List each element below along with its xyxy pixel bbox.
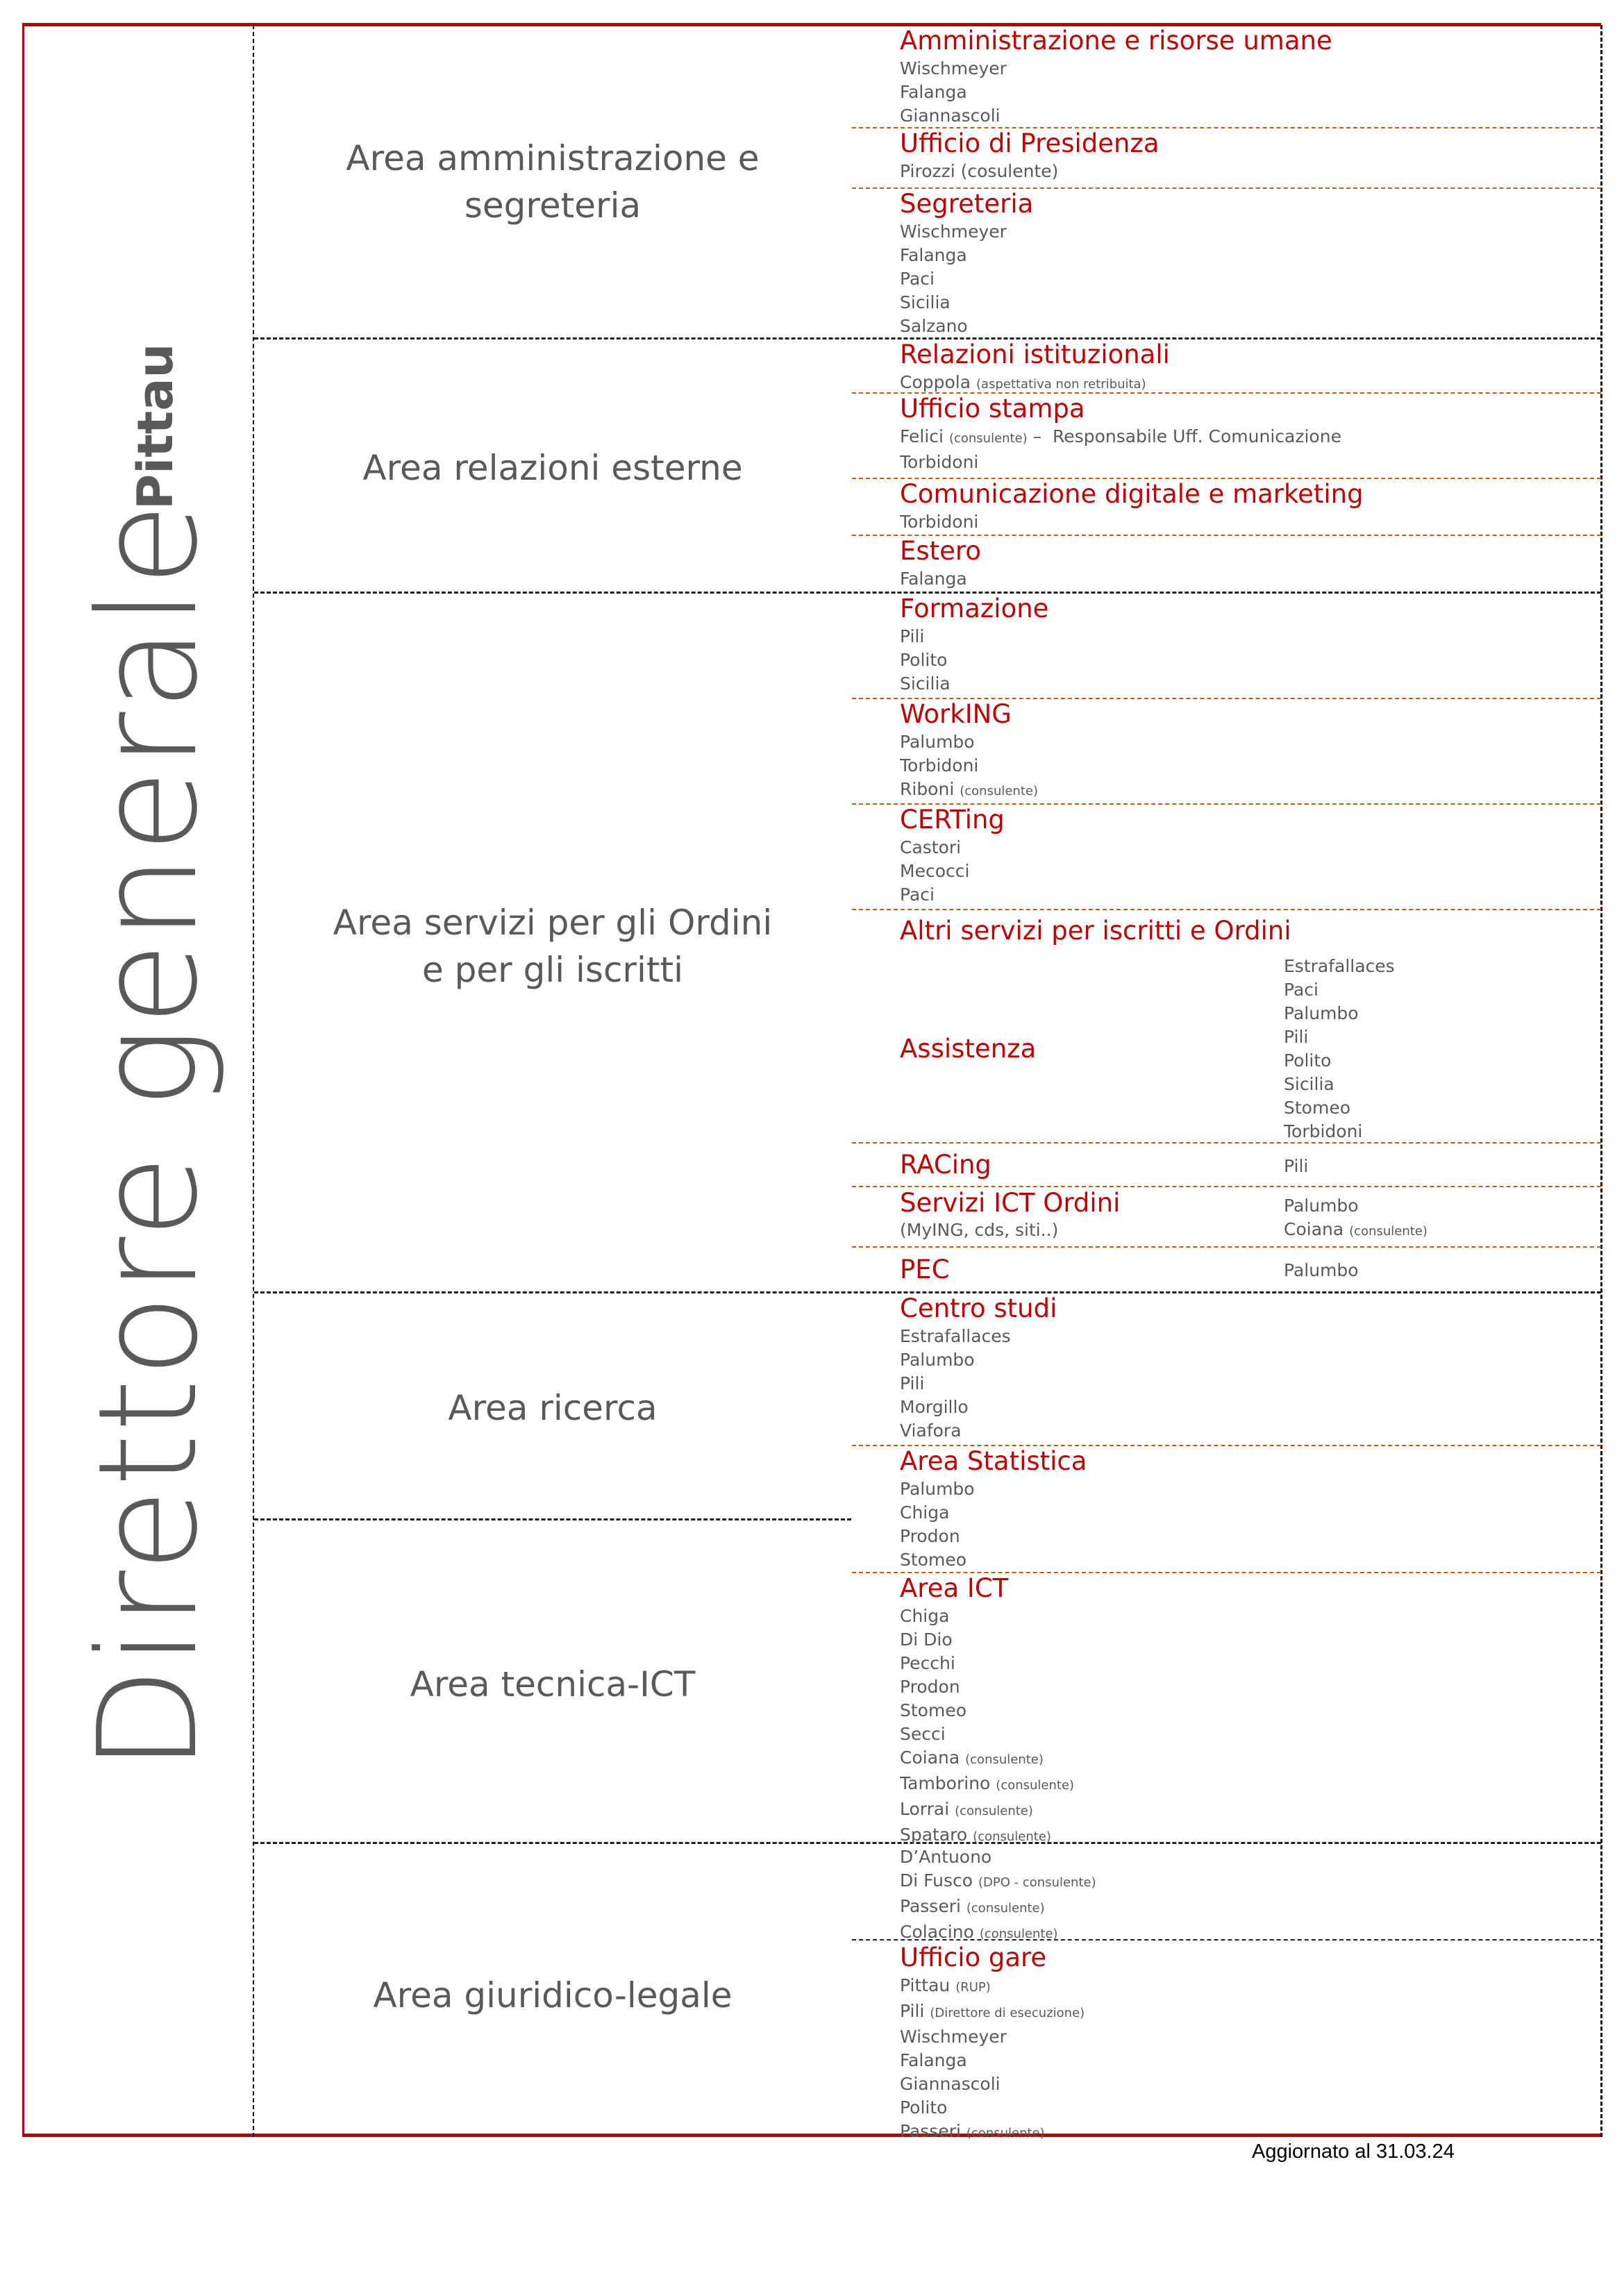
section-legale-staff	[900, 1845, 1594, 1946]
section-ufficio-di-presidenza	[900, 128, 1594, 183]
member-name: Coiana	[1284, 1219, 1344, 1239]
section-header: Amministrazione e risorse umane	[900, 26, 1332, 56]
member: Palumbo	[900, 732, 975, 752]
member-name: Tamborino	[900, 1773, 991, 1793]
section-certing	[900, 804, 1594, 907]
member: Torbidoni	[900, 452, 979, 472]
member-name: Riboni	[900, 779, 955, 799]
section-ufficio-stampa	[900, 393, 1594, 474]
section-area-statistica	[900, 1446, 1594, 1572]
member-note: (consulente)	[979, 1927, 1058, 1941]
member	[900, 778, 1594, 803]
racing-members	[1284, 1155, 1589, 1178]
section-header: Assistenza	[900, 1034, 1037, 1064]
section-comunicazione-digitale	[900, 478, 1594, 534]
member: Wischmeyer	[900, 221, 1007, 242]
member-note: (consulente)	[955, 1804, 1033, 1818]
member: Paci	[900, 885, 935, 905]
member: Wischmeyer	[900, 58, 1007, 78]
section-divider	[852, 1246, 1601, 1248]
member: Polito	[1284, 1050, 1332, 1071]
member: Palumbo	[1284, 1003, 1359, 1023]
section-header: RACing	[900, 1150, 991, 1180]
member-name: Passeri	[900, 2121, 961, 2141]
member	[900, 1974, 1594, 2000]
column-divider	[253, 25, 254, 2137]
member: Pili	[1284, 1027, 1309, 1047]
member: Falanga	[900, 245, 967, 265]
member: Palumbo	[900, 1350, 975, 1370]
section-header: Formazione	[900, 594, 1049, 623]
section-centro-studi	[900, 1293, 1594, 1443]
section-header: Relazioni istituzionali	[900, 340, 1170, 369]
member: Sicilia	[900, 292, 951, 312]
member: Pili	[1284, 1156, 1309, 1176]
section-divider	[852, 1186, 1601, 1187]
member: Pecchi	[900, 1653, 955, 1673]
member: Falanga	[900, 2050, 967, 2070]
member: Stomeo	[900, 1550, 966, 1570]
member-name: Coppola	[900, 372, 971, 392]
member	[900, 425, 1594, 451]
member: Mecocci	[900, 861, 970, 881]
member: Salzano	[900, 316, 968, 336]
member: Falanga	[900, 82, 967, 102]
member	[1284, 1218, 1589, 1243]
member-name: Coiana	[900, 1748, 960, 1768]
section-header: Ufficio di Presidenza	[900, 128, 1160, 158]
member-name: Pittau	[900, 1975, 951, 1995]
member-name: Colacino	[900, 1922, 974, 1942]
section-header: Altri servizi per iscritti e Ordini	[900, 916, 1291, 946]
member: Polito	[900, 2097, 948, 2118]
member: Stomeo	[1284, 1098, 1350, 1118]
member: Secci	[900, 1724, 946, 1744]
area-divider	[254, 1518, 851, 1520]
member: Prodon	[900, 1526, 960, 1546]
frame-right-border	[1600, 25, 1602, 2137]
section-header: Segreteria	[900, 189, 1034, 219]
member-role: – Responsabile Uff. Comunicazione	[1027, 426, 1341, 446]
section-header: Area Statistica	[900, 1446, 1087, 1476]
area-title-servizi: Area servizi per gli Ordini e per gli iscritti	[333, 903, 773, 990]
pec-members	[1284, 1259, 1589, 1282]
member: Castori	[900, 837, 962, 857]
member: Giannascoli	[900, 106, 1001, 126]
member	[900, 1798, 1594, 1823]
member: Polito	[900, 650, 948, 670]
member-note: (consulente)	[1349, 1224, 1428, 1239]
member: Torbidoni	[900, 755, 979, 776]
member: Morgillo	[900, 1397, 969, 1417]
member: Wischmeyer	[900, 2027, 1007, 2047]
member-note: (consulente)	[965, 1752, 1044, 1767]
member: Paci	[900, 269, 935, 289]
section-ufficio-gare	[900, 1942, 1594, 2145]
member: Torbidoni	[1284, 1121, 1363, 1141]
section-header: Comunicazione digitale e marketing	[900, 479, 1364, 509]
member-note: (consulente)	[966, 1901, 1045, 1916]
section-formazione	[900, 593, 1594, 696]
member-name: Lorrai	[900, 1799, 950, 1819]
member-note: (consulente)	[948, 431, 1028, 446]
member: Giannascoli	[900, 2074, 1001, 2094]
member: Torbidoni	[900, 512, 979, 532]
member: Estrafallaces	[900, 1326, 1011, 1346]
section-relazioni-istituzionali	[900, 339, 1594, 396]
member: Pili	[900, 626, 925, 646]
section-altri-servizi	[900, 915, 1594, 947]
area-title-ricerca: Area ricerca	[448, 1388, 658, 1428]
member-note: (RUP)	[955, 1980, 991, 1995]
member-name: Felici	[900, 426, 944, 446]
member: Sicilia	[900, 673, 951, 694]
section-working	[900, 698, 1594, 803]
member-note: (Direttore di esecuzione)	[930, 2006, 1085, 2020]
member-name: Spataro	[900, 1825, 968, 1845]
member	[900, 1746, 1594, 1772]
updated-date: Aggiornato al 31.03.24	[1252, 2140, 1455, 2163]
member	[900, 1895, 1594, 1920]
section-header: Estero	[900, 536, 981, 566]
member: Di Dio	[900, 1629, 953, 1650]
member: Palumbo	[1284, 1196, 1359, 1216]
member: Sicilia	[1284, 1074, 1334, 1094]
section-header: Centro studi	[900, 1293, 1057, 1323]
member-note: (aspettativa non retribuita)	[976, 377, 1146, 392]
member	[900, 1869, 1594, 1895]
member: Falanga	[900, 569, 967, 589]
section-header: CERTing	[900, 805, 1005, 835]
member: Chiga	[900, 1606, 950, 1626]
member-note: (consulente)	[996, 1778, 1075, 1793]
section-subtitle: (MyING, cds, siti..)	[900, 1220, 1059, 1240]
member: Stomeo	[900, 1700, 966, 1720]
member-name: Pili	[900, 2001, 925, 2021]
section-header: Servizi ICT Ordini	[900, 1188, 1121, 1218]
member	[900, 1772, 1594, 1798]
member: Estrafallaces	[1284, 956, 1395, 976]
section-header: PEC	[900, 1255, 950, 1284]
member: Pili	[900, 1373, 925, 1393]
section-header: Area ICT	[900, 1573, 1009, 1603]
member: Viafora	[900, 1421, 962, 1441]
director-name: Pittau	[127, 343, 184, 510]
assistenza-members	[1284, 955, 1589, 1143]
area-title-relazioni: Area relazioni esterne	[362, 448, 743, 488]
member: Pirozzi (cosulente)	[900, 161, 1059, 181]
member-note: (DPO - consulente)	[978, 1875, 1096, 1890]
member-note: (consulente)	[960, 784, 1038, 798]
member: Prodon	[900, 1677, 960, 1697]
member	[900, 2000, 1594, 2025]
director-title: Direttore generale	[69, 501, 228, 1772]
servizi-ict-members	[1284, 1194, 1589, 1243]
member-name: Di Fusco	[900, 1870, 973, 1891]
section-header: Ufficio gare	[900, 1943, 1047, 1972]
member: D’Antuono	[900, 1847, 992, 1867]
member: Palumbo	[1284, 1260, 1359, 1280]
area-title-giuridico: Area giuridico-legale	[373, 1975, 733, 2016]
member: Paci	[1284, 980, 1319, 1000]
section-header: Ufficio stampa	[900, 394, 1085, 424]
member: Palumbo	[900, 1479, 975, 1499]
member-note: (consulente)	[973, 1829, 1051, 1844]
section-amministrazione-risorse-umane	[900, 25, 1594, 128]
section-segreteria	[900, 188, 1594, 338]
member	[900, 2120, 1594, 2145]
member-note: (consulente)	[966, 2126, 1045, 2140]
member: Chiga	[900, 1502, 950, 1523]
section-area-ict	[900, 1573, 1594, 1849]
area-title-tecnica: Area tecnica-ICT	[410, 1664, 696, 1704]
section-header: WorkING	[900, 699, 1012, 729]
section-estero	[900, 535, 1594, 591]
section-divider	[852, 909, 1601, 910]
area-title-amministrazione: Area amministrazione e segreteria	[346, 138, 760, 226]
member-name: Passeri	[900, 1896, 961, 1916]
